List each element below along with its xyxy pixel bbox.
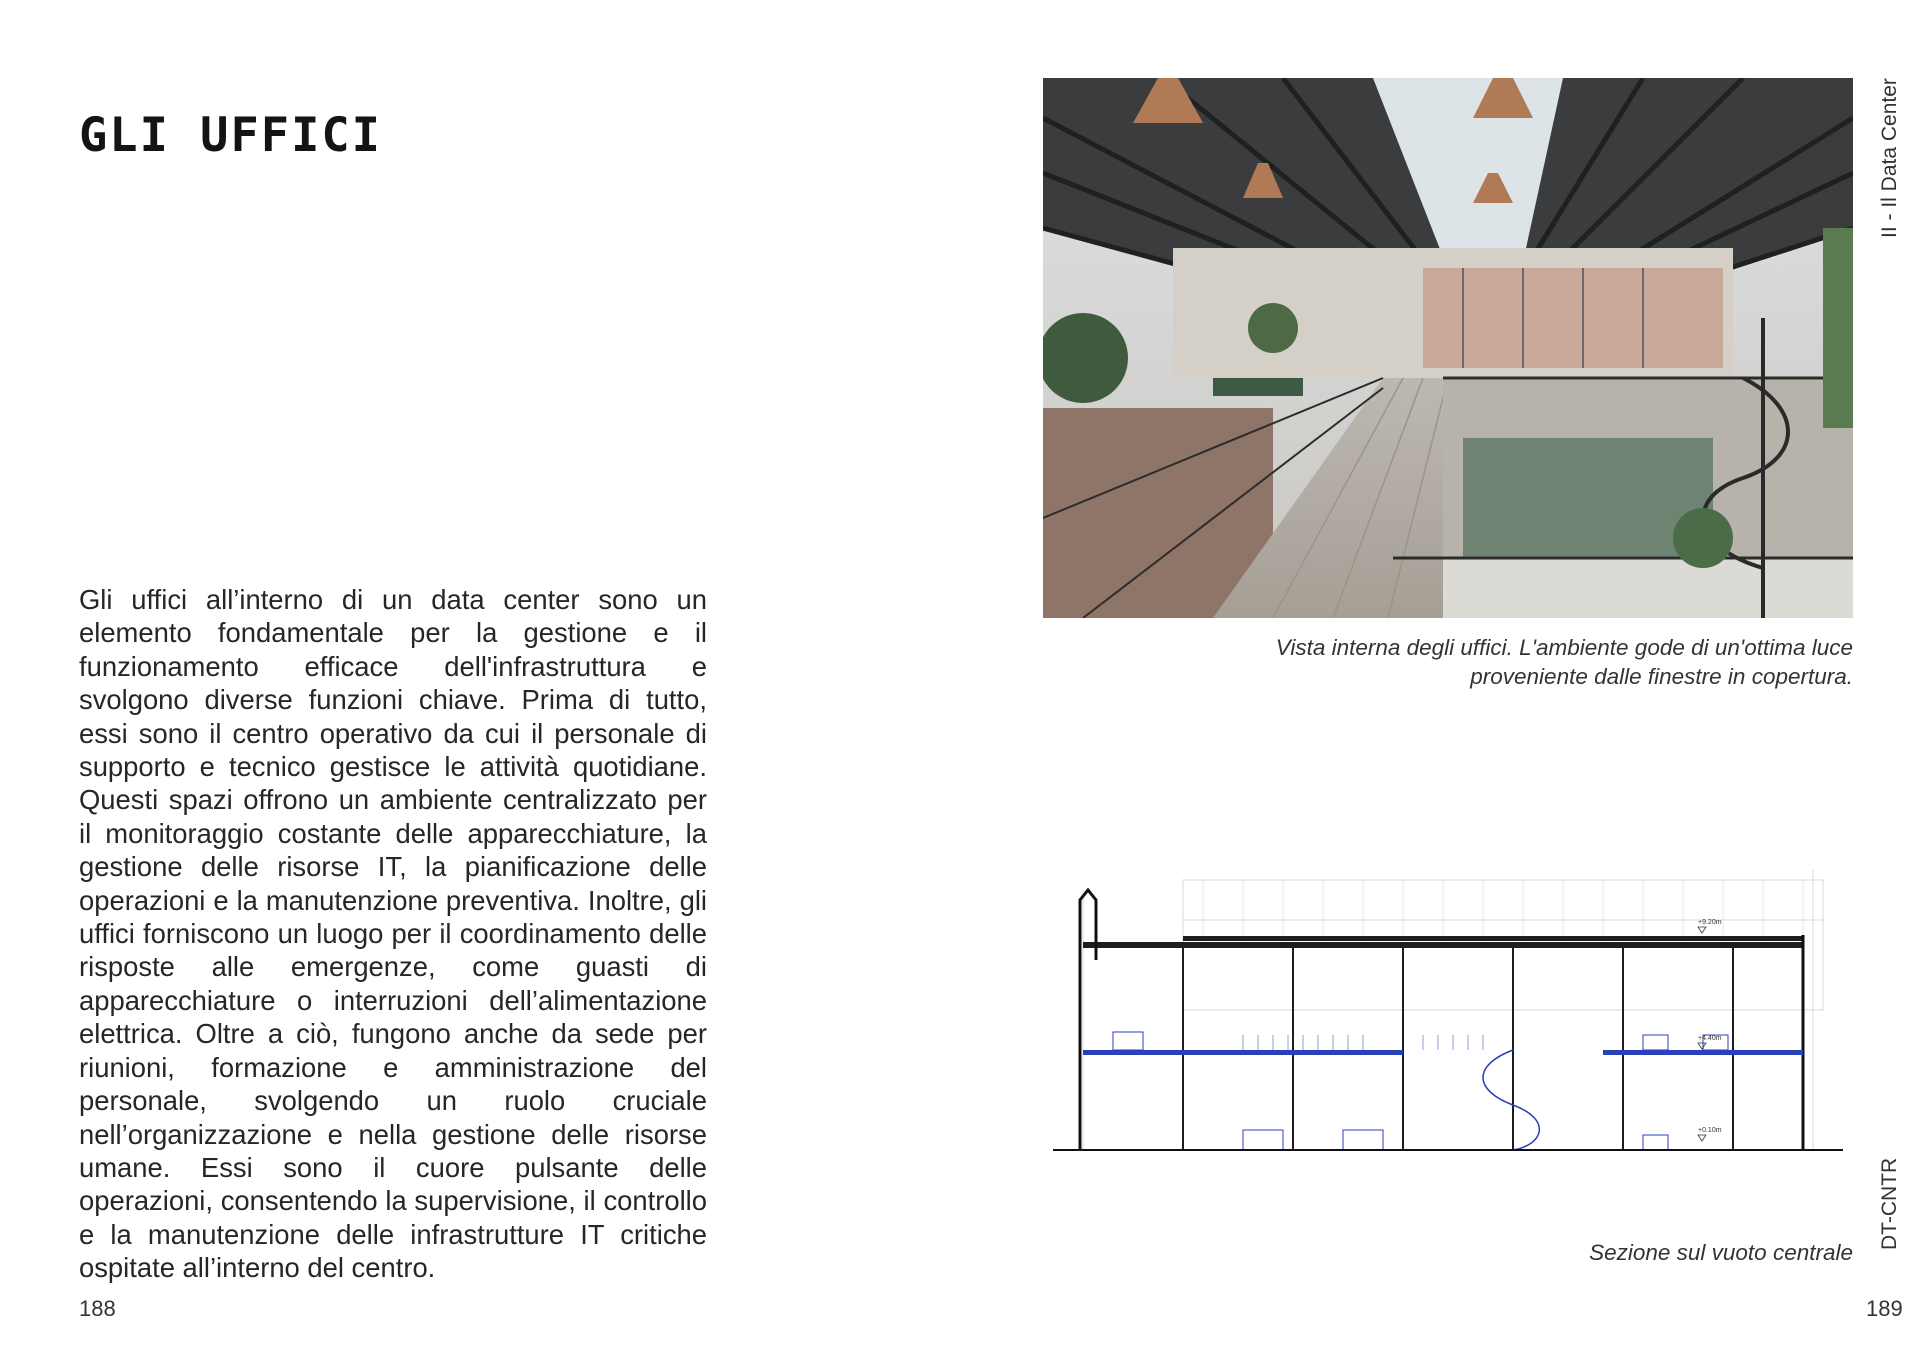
photo-caption-line-2: proveniente dalle finestre in copertura.	[1470, 664, 1853, 689]
level-label-top: +9.20m	[1698, 919, 1722, 926]
level-label-bottom: +0.10m	[1698, 1127, 1722, 1134]
body-paragraph: Gli uffici all’interno di un data center sono un elemento fondamentale per la gestione e il funzionamento efficace dell'infrastruttura e svolgono diverse funzioni chiave. Prima di tutto, essi sono il centro operativo da cui il personale di supporto e tecnico gestisce le attività quotidiane. Questi spazi offrono un ambiente centralizzato per il monitoraggio costante delle apparecchiature, la gestione delle risorse IT, la pianificazione delle operazioni e la manutenzione preventiva. Inoltre, gli uffici forniscono un luogo per il coordinamento delle risposte alle emergenze, come guasti di apparecchiature o interruzioni dell’alimentazione elettrica. Oltre a ciò, fungono anche da sede per riunioni, formazione e amministrazione del personale, svolgendo un ruolo cruciale nell’organizzazione e nella gestione delle risorse umane. Essi sono il cuore pulsante delle operazioni, consentendo la supervisione, il controllo e la manutenzione delle infrastrutture IT critiche ospitate all’interno del centro.	[79, 584, 707, 1284]
level-label-middle: +4.40m	[1698, 1035, 1722, 1042]
photo-caption-line-1: Vista interna degli uffici. L'ambiente gode di un'ottima luce	[1275, 635, 1853, 660]
office-interior-render	[1043, 78, 1853, 618]
photo-caption	[1213, 633, 1853, 691]
office-interior-illustration	[1043, 78, 1853, 618]
section-caption: Sezione sul vuoto centrale	[1589, 1240, 1853, 1265]
section-illustration	[1043, 860, 1853, 1160]
page-title: GLI UFFICI	[79, 108, 382, 163]
page-number-right: 189	[1866, 1296, 1903, 1321]
chapter-label: II - Il Data Center	[1878, 78, 1901, 238]
architectural-section-drawing	[1043, 860, 1853, 1160]
page-number-left: 188	[79, 1296, 116, 1321]
brand-label: DT-CNTR	[1878, 1158, 1901, 1251]
